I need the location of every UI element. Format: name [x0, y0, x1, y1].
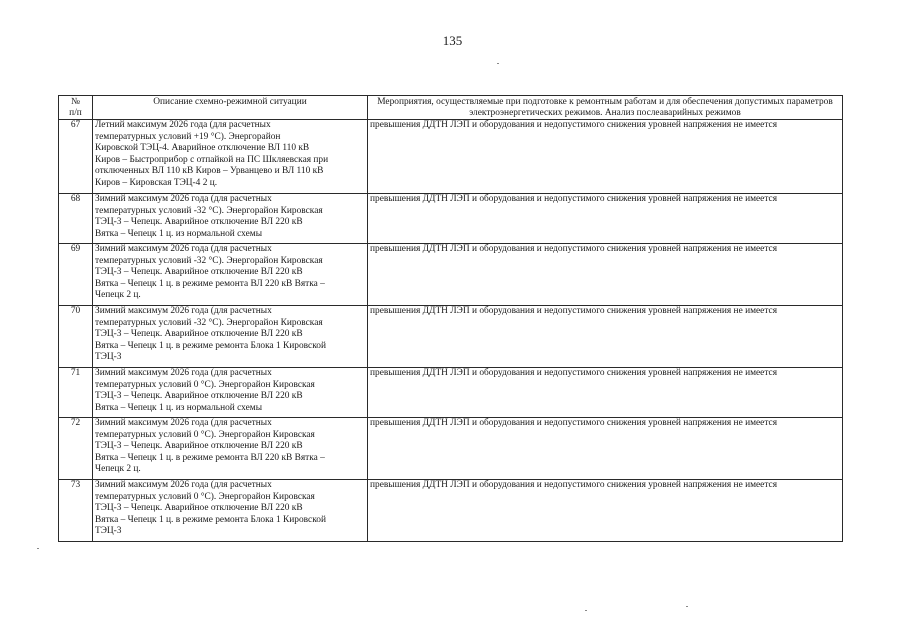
row-number: 70	[59, 306, 93, 368]
scan-speck	[37, 548, 39, 549]
row-measures: превышения ДДТН ЛЭП и оборудования и недопустимого снижения уровней напряжения не имеется	[368, 368, 843, 418]
row-description: Зимний максимум 2026 года (для расчетных температурных условий 0 °С). Энергорайон Кировская ТЭЦ-3 – Чепецк. Аварийное отключение ВЛ 220 кВ Вятка – Чепецк 1 ц. в режиме ремонта Блока 1 Кировской ТЭЦ-3	[93, 480, 368, 542]
scan-speck	[497, 63, 499, 64]
row-number: 67	[59, 120, 93, 194]
scenario-table	[58, 95, 843, 542]
page-number: 135	[442, 33, 463, 48]
table-header	[59, 96, 843, 120]
row-description: Зимний максимум 2026 года (для расчетных температурных условий -32 °С). Энергорайон Кировская ТЭЦ-3 – Чепецк. Аварийное отключение ВЛ 220 кВ Вятка – Чепецк 1 ц. в режиме ремонта Блока 1 Кировской ТЭЦ-3	[93, 306, 368, 368]
row-number: 68	[59, 194, 93, 244]
row-number: 73	[59, 480, 93, 542]
row-measures: превышения ДДТН ЛЭП и оборудования и недопустимого снижения уровней напряжения не имеется	[368, 418, 843, 480]
table-row	[59, 480, 843, 542]
row-number: 72	[59, 418, 93, 480]
table-row	[59, 244, 843, 306]
row-number: 71	[59, 368, 93, 418]
scan-speck	[585, 610, 587, 611]
row-description: Летний максимум 2026 года (для расчетных температурных условий +19 °С). Энергорайон Кировской ТЭЦ-4. Аварийное отключение ВЛ 110 кВ Киров – Быстроприбор с отпайкой на ПС Шкляевская при отключенных ВЛ 110 кВ Киров – Урванцево и ВЛ 110 кВ Киров – Кировская ТЭЦ-4 2 ц.	[93, 120, 368, 194]
scan-speck	[686, 606, 688, 607]
table-row	[59, 194, 843, 244]
row-description: Зимний максимум 2026 года (для расчетных температурных условий -32 °С). Энергорайон Кировская ТЭЦ-3 – Чепецк. Аварийное отключение ВЛ 220 кВ Вятка – Чепецк 1 ц. из нормальной схемы	[93, 194, 368, 244]
row-number: 69	[59, 244, 93, 306]
table-row	[59, 368, 843, 418]
table-row	[59, 418, 843, 480]
row-measures: превышения ДДТН ЛЭП и оборудования и недопустимого снижения уровней напряжения не имеется	[368, 306, 843, 368]
row-measures: превышения ДДТН ЛЭП и оборудования и недопустимого снижения уровней напряжения не имеется	[368, 120, 843, 194]
row-measures: превышения ДДТН ЛЭП и оборудования и недопустимого снижения уровней напряжения не имеется	[368, 194, 843, 244]
header-description: Описание схемно-режимной ситуации	[93, 96, 368, 120]
row-description: Зимний максимум 2026 года (для расчетных температурных условий -32 °С). Энергорайон Кировская ТЭЦ-3 – Чепецк. Аварийное отключение ВЛ 220 кВ Вятка – Чепецк 1 ц. в режиме ремонта ВЛ 220 кВ Вятка – Чепецк 2 ц.	[93, 244, 368, 306]
row-measures: превышения ДДТН ЛЭП и оборудования и недопустимого снижения уровней напряжения не имеется	[368, 244, 843, 306]
header-measures: Мероприятия, осуществляемые при подготовке к ремонтным работам и для обеспечения допустимых параметров электроэнергетических режимов. Анализ послеаварийных режимов	[368, 96, 843, 120]
row-description: Зимний максимум 2026 года (для расчетных температурных условий 0 °С). Энергорайон Кировская ТЭЦ-3 – Чепецк. Аварийное отключение ВЛ 220 кВ Вятка – Чепецк 1 ц. в режиме ремонта ВЛ 220 кВ Вятка – Чепецк 2 ц.	[93, 418, 368, 480]
row-measures: превышения ДДТН ЛЭП и оборудования и недопустимого снижения уровней напряжения не имеется	[368, 480, 843, 542]
row-description: Зимний максимум 2026 года (для расчетных температурных условий 0 °С). Энергорайон Кировская ТЭЦ-3 – Чепецк. Аварийное отключение ВЛ 220 кВ Вятка – Чепецк 1 ц. из нормальной схемы	[93, 368, 368, 418]
table-row	[59, 120, 843, 194]
header-num: № п/п	[59, 96, 93, 120]
table-row	[59, 306, 843, 368]
